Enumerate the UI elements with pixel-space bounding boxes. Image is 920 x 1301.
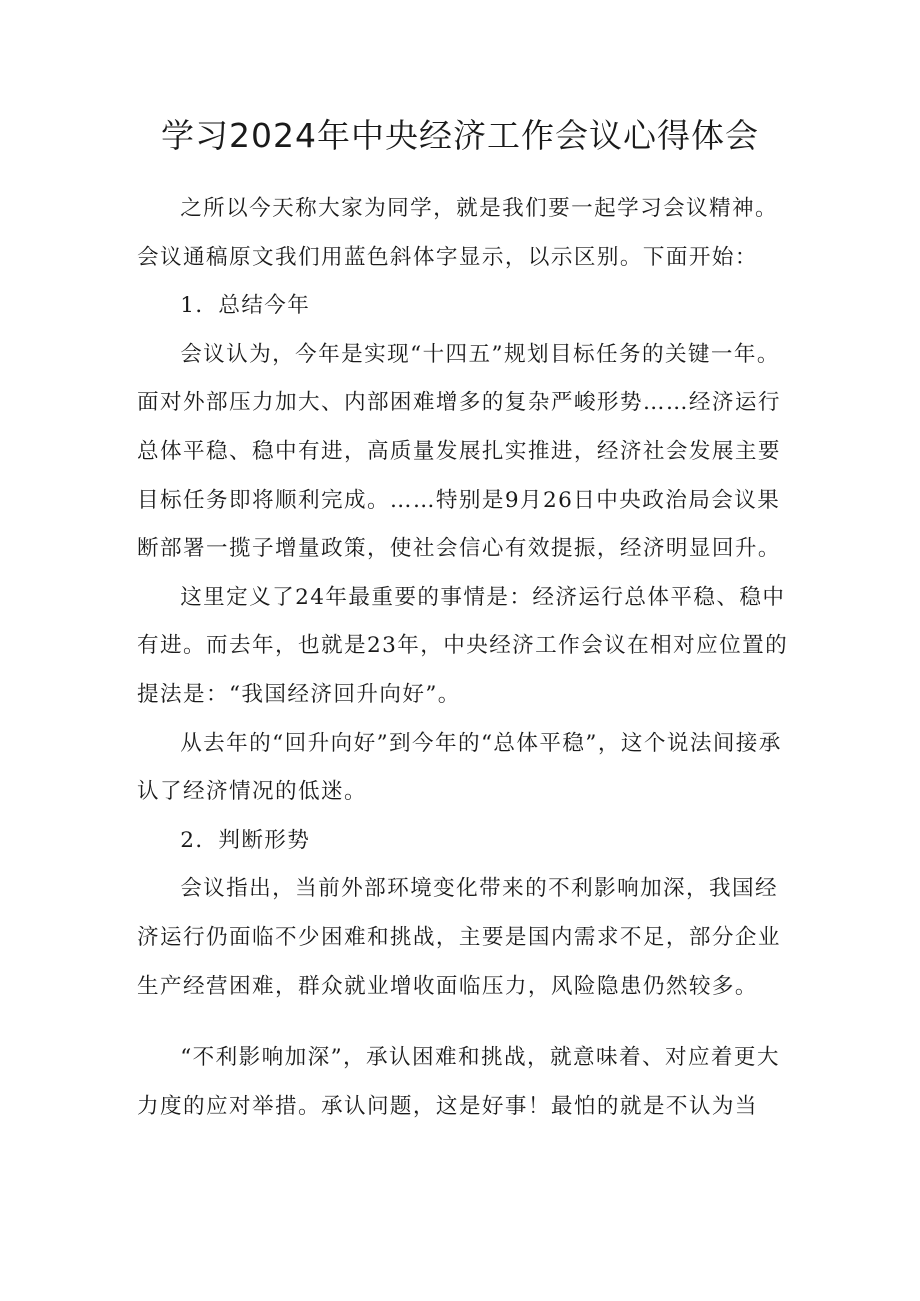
paragraph-definition: 这里定义了24年最重要的事情是：经济运行总体平稳、稳中有进。而去年，也就是23年，中央经济工作会议在相对应位置的提法是：“我国经济回升向好”。 xyxy=(137,584,789,707)
section-heading-situation: 2．判断形势 xyxy=(180,827,311,853)
paragraph-intro: 之所以今天称大家为同学，就是我们要一起学习会议精神。会议通稿原文我们用蓝色斜体字显示，以示区别。下面开始： xyxy=(137,196,779,270)
paragraph-meeting-points: 会议指出，当前外部环境变化带来的不利影响加深，我国经济运行仍面临不少困难和挑战，主要是国内需求不足，部分企业生产经营困难，群众就业增收面临压力，风险隐患仍然较多。 xyxy=(137,876,781,999)
paragraph-comparison: 从去年的“回升向好”到今年的“总体平稳”，这个说法间接承认了经济情况的低迷。 xyxy=(137,730,782,805)
paragraph-commentary: “不利影响加深”，承认困难和挑战，就意味着、对应着更大力度的应对举措。承认问题，这是好事！最怕的就是不认为当 xyxy=(137,1045,780,1119)
document-body xyxy=(137,185,793,1131)
section-heading-summary: 1．总结今年 xyxy=(180,293,311,319)
document-title: 学习2024年中央经济工作会议心得体会 xyxy=(161,116,759,155)
paragraph-meeting-view: 会议认为，今年是实现“十四五”规划目标任务的关键一年。面对外部压力加大、内部困难增多的复杂严峻形势……经济运行总体平稳、稳中有进，高质量发展扎实推进，经济社会发展主要目标任务即将顺利完成。……特别是9月26日中央政治局会议果断部署一揽子增量政策，使社会信心有效提振，经济明显回升。 xyxy=(137,341,781,562)
